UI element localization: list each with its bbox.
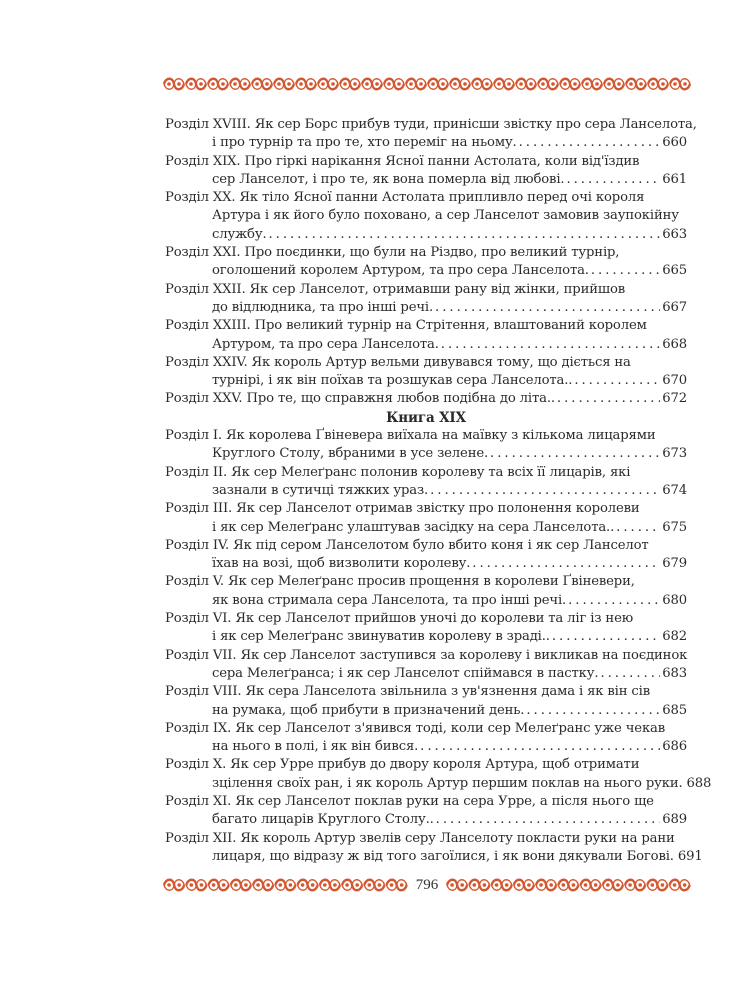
page-number: 796 [415, 876, 439, 893]
toc-entry-text: на румака, щоб прибути в призначений день. [212, 702, 525, 718]
dot-leader [430, 482, 660, 500]
toc-entry-line [165, 336, 687, 354]
toc-page-number: 668 [662, 336, 687, 352]
footer-ornament-left [163, 877, 408, 893]
dot-leader [490, 445, 660, 463]
toc-entry-text: їхав на возі, щоб визволити королеву. [212, 556, 471, 572]
toc-entry-line: Розділ X. Як сер Урре прибув до двору короля Артура, щоб отримати [165, 757, 640, 773]
toc-page-number: 672 [662, 391, 687, 407]
toc-entry-line: Розділ II. Як сер Мелеґранс полонив королеву та всіх її лицарів, які [165, 464, 631, 480]
toc-entry-line [165, 134, 687, 152]
dot-leader [472, 555, 660, 573]
toc-entry-line: Розділ V. Як сер Мелеґранс просив прощення в королеви Ґвіневери, [165, 574, 635, 590]
toc-entry[interactable] [165, 610, 687, 647]
toc-page-number: 675 [662, 519, 687, 535]
toc-entry[interactable] [165, 647, 687, 684]
toc-entry[interactable] [165, 720, 687, 757]
toc-page-number: 674 [662, 482, 687, 498]
toc-entry-text: Розділ XXV. Про те, що справжня любов подібна до літа.. [165, 391, 555, 407]
toc-entry-line: Розділ IX. Як сер Ланселот з'явився тоді, коли сер Мелеґранс уже чекав [165, 720, 666, 736]
toc-entry[interactable] [165, 390, 687, 408]
book-heading: Книга XIX [386, 409, 466, 426]
table-of-contents [165, 116, 712, 866]
toc-entry-text: як вона стримала сера Ланселота, та про інші речі. [212, 592, 567, 608]
dot-leader [269, 226, 661, 244]
toc-entry-text: службу. [212, 226, 267, 242]
dot-leader [557, 390, 660, 408]
toc-entry[interactable] [165, 427, 687, 464]
dot-leader [568, 592, 660, 610]
toc-page-number: 660 [662, 135, 687, 151]
toc-entry-line: Розділ IV. Як під сером Ланселотом було вбито коня і як сер Ланселот [165, 537, 649, 553]
dot-leader [420, 738, 660, 756]
toc-entry[interactable] [165, 281, 687, 318]
toc-entry-line [165, 702, 687, 720]
toc-entry-line [165, 628, 687, 646]
toc-entry-line: Розділ VI. Як сер Ланселот прийшов уночі до королеви та ліг із нею [165, 611, 634, 627]
toc-entry[interactable] [165, 464, 687, 501]
toc-entry-line: Розділ VIII. Як сера Ланселота звільнила з ув'язнення дама і як він сів [165, 684, 650, 700]
toc-entry-text: багато лицарів Круглого Столу.. [212, 812, 434, 828]
toc-entry-text: оголошений королем Артуром, та про сера Ланселота. [212, 263, 589, 279]
toc-entry-line: Розділ XII. Як король Артур звелів серу Ланселоту покласти руки на рани [165, 830, 675, 846]
toc-entry-text: і про турнір та про те, хто переміг на ньому. [212, 135, 517, 151]
toc-page-number: 689 [662, 812, 687, 828]
dot-leader [435, 299, 660, 317]
toc-entry-line [165, 848, 703, 866]
top-ornament-border [163, 76, 691, 92]
toc-entry-line [165, 262, 687, 280]
toc-entry-line [165, 738, 687, 756]
toc-entry-line [165, 372, 687, 390]
toc-entry-text: Артуром, та про сера Ланселота. [212, 336, 439, 352]
toc-entry-line [165, 592, 687, 610]
toc-entry-line: Розділ VII. Як сер Ланселот заступився за королеву і викликав на поєдинок [165, 647, 688, 663]
toc-entry[interactable] [165, 244, 687, 281]
toc-entry[interactable] [165, 756, 712, 793]
toc-entry-line: Розділ XI. Як сер Ланселот поклав руки на сера Урре, а після нього ще [165, 793, 654, 809]
toc-page-number: 685 [662, 702, 687, 718]
toc-page-number: 667 [662, 299, 687, 315]
toc-entry-text: на нього в полі, і як він бився. [212, 739, 419, 755]
toc-entry-line [165, 390, 687, 408]
toc-page-number: 688 [686, 775, 712, 791]
dot-leader [526, 702, 660, 720]
toc-entry-line [165, 555, 687, 573]
toc-entry-text: і як сер Мелеґранс звинуватив королеву в зраді.. [212, 629, 550, 645]
toc-entry-line: Розділ XXII. Як сер Ланселот, отримавши рану від жінки, прийшов [165, 281, 626, 297]
toc-entry-line [165, 299, 687, 317]
toc-entry[interactable] [165, 317, 687, 354]
dot-leader [436, 811, 661, 829]
toc-entry-line: Розділ XIX. Про гіркі нарікання Ясної панни Астолата, коли від'їздив [165, 153, 640, 169]
toc-page-number: 682 [662, 629, 687, 645]
toc-page-number: 670 [662, 373, 687, 389]
toc-entry-line: Розділ XXIV. Як король Артур вельми дивувався тому, що діється на [165, 354, 631, 370]
toc-entry[interactable] [165, 537, 687, 574]
dot-leader [574, 372, 660, 390]
toc-page-number: 665 [662, 263, 687, 279]
toc-entry-text: турнірі, і як він поїхав та розшукав сера Ланселота.. [212, 373, 573, 389]
dot-leader [591, 262, 660, 280]
toc-page-number: 679 [662, 556, 687, 572]
toc-entry-text: зцілення своїх ран, і як король Артур першим поклав на нього руки. [212, 775, 683, 791]
dot-leader [441, 336, 660, 354]
toc-entry[interactable] [165, 683, 687, 720]
toc-entry-line [165, 519, 687, 537]
toc-entry-text: сера Мелеґранса; і як сер Ланселот спіймався в пастку. [212, 665, 599, 681]
toc-entry-text: до відлюдника, та про інші речі. [212, 299, 434, 315]
toc-entry-line [165, 775, 712, 793]
dot-leader [566, 171, 660, 189]
toc-entry-line: Розділ XXI. Про поєдинки, що були на Різдво, про великий турнір, [165, 245, 620, 261]
toc-entry-text: лицаря, що відразу ж від того загоїлися, і як вони дякували Богові. [212, 848, 674, 864]
dot-leader [616, 519, 660, 537]
toc-entry-line: Розділ XXIII. Про великий турнір на Стрітення, влаштований королем [165, 318, 647, 334]
toc-page-number: 661 [662, 171, 687, 187]
toc-entry-line: Розділ XVIII. Як сер Борс прибув туди, принісши звістку про сера Ланселота, [165, 117, 697, 132]
dot-leader [600, 665, 660, 683]
dot-leader [519, 134, 661, 152]
toc-entry-text: зазнали в сутичці тяжких ураз. [212, 482, 429, 498]
toc-entry-line [165, 665, 687, 683]
toc-entry-line [165, 171, 687, 189]
toc-entry[interactable] [165, 116, 697, 153]
toc-entry-text: і як сер Мелеґранс улаштував засідку на сера Ланселота.. [212, 519, 615, 535]
toc-entry-line [165, 811, 687, 829]
toc-entry[interactable] [165, 573, 687, 610]
dot-leader [552, 628, 660, 646]
toc-entry[interactable] [165, 354, 687, 391]
toc-entry-line [165, 445, 687, 463]
toc-page-number: 663 [662, 226, 687, 242]
toc-page-number: 683 [662, 665, 687, 681]
toc-entry[interactable] [165, 793, 687, 830]
toc-entry-line [165, 226, 687, 244]
toc-entry[interactable] [165, 189, 687, 244]
toc-entry[interactable] [165, 500, 687, 537]
toc-entry[interactable] [165, 153, 687, 190]
toc-entry-line: Артура і як його було поховано, а сер Ланселот замовив заупокійну [212, 208, 679, 224]
toc-entry-text: Круглого Столу, вбраними в усе зелене. [212, 446, 489, 462]
toc-entry-text: сер Ланселот, і про те, як вона померла від любові. [212, 171, 565, 187]
toc-entry-line: Розділ III. Як сер Ланселот отримав звістку про полонення королеви [165, 501, 640, 517]
toc-page-number: 680 [662, 592, 687, 608]
toc-entry-line: Розділ I. Як королева Ґвіневера виїхала на маївку з кількома лицарями [165, 428, 656, 444]
page-footer [163, 876, 691, 894]
toc-entry-line: Розділ XX. Як тіло Ясної панни Астолата припливло перед очі короля [165, 190, 645, 206]
toc-entry[interactable] [165, 830, 703, 867]
toc-entry-line [165, 482, 687, 500]
toc-page-number: 686 [662, 739, 687, 755]
toc-page-number: 673 [662, 446, 687, 462]
toc-page-number: 691 [677, 848, 703, 864]
footer-ornament-right [446, 877, 691, 893]
